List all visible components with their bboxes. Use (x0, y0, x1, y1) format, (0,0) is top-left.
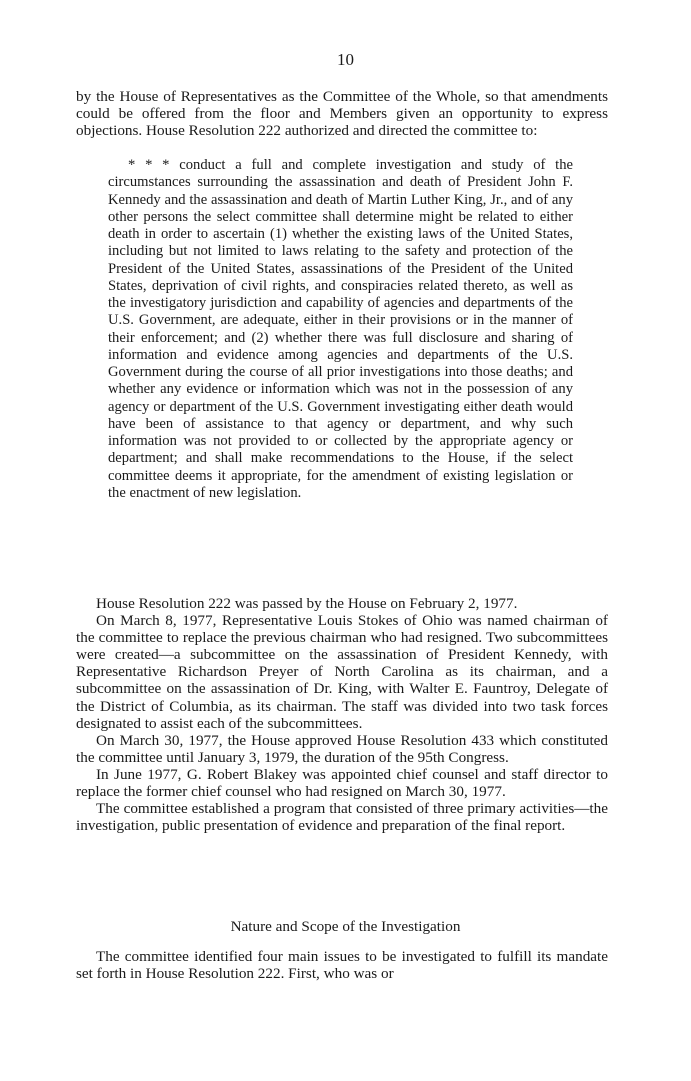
final-paragraph-block (76, 948, 608, 982)
section-heading: Nature and Scope of the Investigation (230, 918, 461, 935)
paragraph: House Resolution 222 was passed by the House on February 2, 1977. (96, 595, 518, 612)
intro-paragraph: by the House of Representatives as the Committee of the Whole, so that amendments could be offered from the floor and Members given an opportunity to express objections. House Resolution 222 authorized and directed the committee to: (76, 88, 608, 140)
resolution-quote-text: * * * conduct a full and complete investigation and study of the circumstances surrounding the assassination and death of President John F. Kennedy and the assassination and death of Martin Luther King, Jr., and of any other persons the select committee shall determine might be related to either death in order to ascertain (1) whether the existing laws of the United States, including but not limited to laws relating to the safety and protection of the President of the United States, assassinations of the President of the United States, deprivation of civil rights, and conspiracies related thereto, as well as the investigatory jurisdiction and capability of agencies and departments of the U.S. Government, are adequate, either in their provisions or in the manner of their enforcement; and (2) whether there was full disclosure and sharing of information and evidence among agencies and departments of the U.S. Government during the course of all prior investigations into those deaths; and whether any evidence or information which was not in the possession of any agency or department of the U.S. Government investigating either death would have been of assistance to that agency or department, and why such information was not provided to or collected by the appropriate agency or department; and shall make recommendations to the House, if the select committee deems it appropriate, for the amendment of existing legislation or the enactment of new legislation. (108, 157, 573, 501)
paragraph: On March 8, 1977, Representative Louis Stokes of Ohio was named chairman of the committee to replace the previous chairman who had resigned. Two subcommittees were created—a subcommittee on the assassination of President Kennedy, with Representative Richardson Preyer of North Carolina as its chairman, and a subcommittee on the assassination of Dr. King, with Walter E. Fauntroy, Delegate of the District of Columbia, as its chairman. The staff was divided into two task forces designated to assist each of the subcommittees. (76, 612, 608, 732)
body-paragraphs (76, 595, 608, 834)
paragraph: In June 1977, G. Robert Blakey was appointed chief counsel and staff director to replace the former chief counsel who had resigned on March 30, 1977. (76, 765, 608, 801)
intro-paragraph-block (76, 88, 608, 139)
final-paragraph: The committee identified four main issues to be investigated to fulfill its mandate set forth in House Resolution 222. First, who was or (76, 948, 608, 983)
resolution-quote (108, 157, 573, 502)
paragraph: On March 30, 1977, the House approved House Resolution 433 which constituted the committee until January 3, 1979, the duration of the 95th Congress. (76, 731, 608, 766)
page-number: 10 (337, 50, 354, 69)
paragraph: The committee established a program that consisted of three primary activities—the investigation, public presentation of evidence and preparation of the final report. (76, 800, 608, 835)
